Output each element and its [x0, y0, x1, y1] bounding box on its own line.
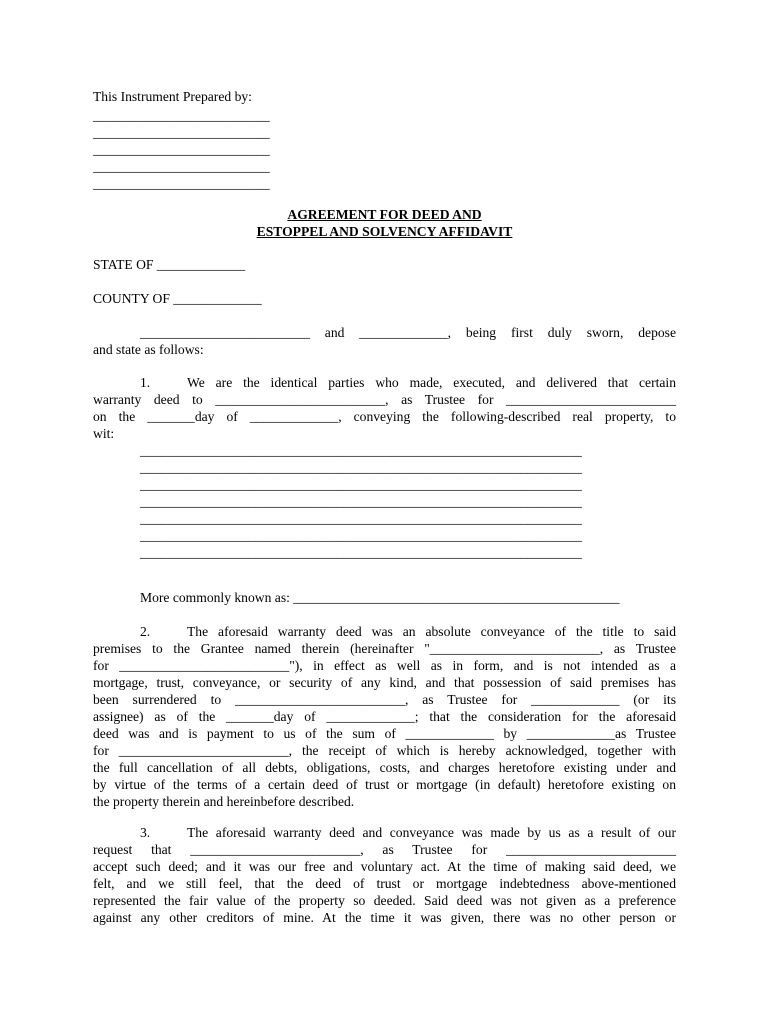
paragraph-3-line-1-text: The aforesaid warranty deed and conveyance was made by us as a result of our [187, 825, 676, 840]
property-line-5: _________________________________________________________________ [140, 511, 582, 526]
paragraph-3-line-4: felt, and we still feel, that the deed of trust or mortgage indebtedness above-mentioned [93, 876, 676, 891]
paragraph-2-line-10: by virtue of the terms of a certain deed of trust or mortgage (in default) heretofore existing on [93, 777, 676, 792]
property-line-1: _________________________________________________________________ [140, 443, 582, 458]
paragraph-2-line-8: for _________________________, the receipt of which is hereby acknowledged, together with [93, 743, 676, 758]
county-line: COUNTY OF _____________ [93, 291, 262, 306]
paragraph-2-line-7: deed was and is payment to us of the sum of _____________ by _____________as Trustee [93, 726, 676, 741]
paragraph-3-line-5: represented the fair value of the property so deeded. Said deed was not given as a preference [93, 893, 676, 908]
prepared-by-blank-1: __________________________ [93, 108, 270, 123]
paragraph-1-line-2: warranty deed to _________________________, as Trustee for _________________________ [93, 392, 676, 407]
prepared-by-label: This Instrument Prepared by: [93, 89, 252, 104]
paragraph-2-line-6: assignee) as of the _______day of _____________; that the consideration for the aforesaid [93, 709, 676, 724]
commonly-known-line: More commonly known as: ________________________________________________ [140, 590, 620, 605]
document-title-line-1: AGREEMENT FOR DEED AND [287, 207, 482, 222]
prepared-by-blank-5: __________________________ [93, 176, 270, 191]
intro-line-2: and state as follows: [93, 342, 204, 357]
paragraph-2-line-4: mortgage, trust, conveyance, or security of any kind, and that possession of said premises has [93, 675, 676, 690]
paragraph-3-number: 3. [140, 825, 151, 840]
state-line: STATE OF _____________ [93, 257, 246, 272]
paragraph-1 [93, 374, 676, 442]
paragraph-2-line-2: premises to the Grantee named therein (hereinafter "_________________________, as Trustee [93, 641, 676, 656]
property-line-4: _________________________________________________________________ [140, 494, 582, 509]
intro-paragraph [93, 324, 676, 358]
paragraph-2-line-11: the property therein and hereinbefore described. [93, 794, 355, 809]
prepared-by-blank-2: __________________________ [93, 125, 270, 140]
paragraph-1-line-1-text: We are the identical parties who made, executed, and delivered that certain [187, 375, 676, 390]
paragraph-1-number: 1. [140, 375, 151, 390]
paragraph-2-line-3: for _________________________"), in effect as well as in form, and is not intended as a [93, 658, 676, 673]
paragraph-2-line-5: been surrendered to _________________________, as Trustee for _____________ (or its [93, 692, 676, 707]
paragraph-1-line-4: wit: [93, 426, 115, 441]
paragraph-1-line-1 [93, 374, 676, 391]
paragraph-3-line-6: against any other creditors of mine. At the time it was given, there was no other person or [93, 910, 676, 925]
paragraph-3 [93, 824, 676, 926]
paragraph-1-line-3: on the _______day of _____________, conveying the following-described real property, to [93, 409, 676, 424]
prepared-by-blank-3: __________________________ [93, 142, 270, 157]
paragraph-3-line-3: accept such deed; and it was our free and voluntary act. At the time of making said deed, we [93, 859, 676, 874]
paragraph-2-line-1 [93, 623, 676, 640]
intro-line-1: _________________________ and _____________, being first duly sworn, depose [140, 325, 676, 340]
paragraph-3-line-1 [93, 824, 676, 841]
property-line-6: _________________________________________________________________ [140, 528, 582, 543]
property-line-7: _________________________________________________________________ [140, 545, 582, 560]
property-line-3: _________________________________________________________________ [140, 477, 582, 492]
document-title-line-2: ESTOPPEL AND SOLVENCY AFFIDAVIT [256, 224, 513, 239]
paragraph-2-line-1-text: The aforesaid warranty deed was an absolute conveyance of the title to said [187, 624, 676, 639]
paragraph-2-number: 2. [140, 624, 151, 639]
paragraph-2 [93, 623, 676, 810]
prepared-by-blank-4: __________________________ [93, 159, 270, 174]
property-line-2: _________________________________________________________________ [140, 460, 582, 475]
paragraph-2-line-9: the full cancellation of all debts, obligations, costs, and charges heretofore existing under and [93, 760, 676, 775]
paragraph-3-line-2: request that _________________________, as Trustee for _________________________ [93, 842, 676, 857]
